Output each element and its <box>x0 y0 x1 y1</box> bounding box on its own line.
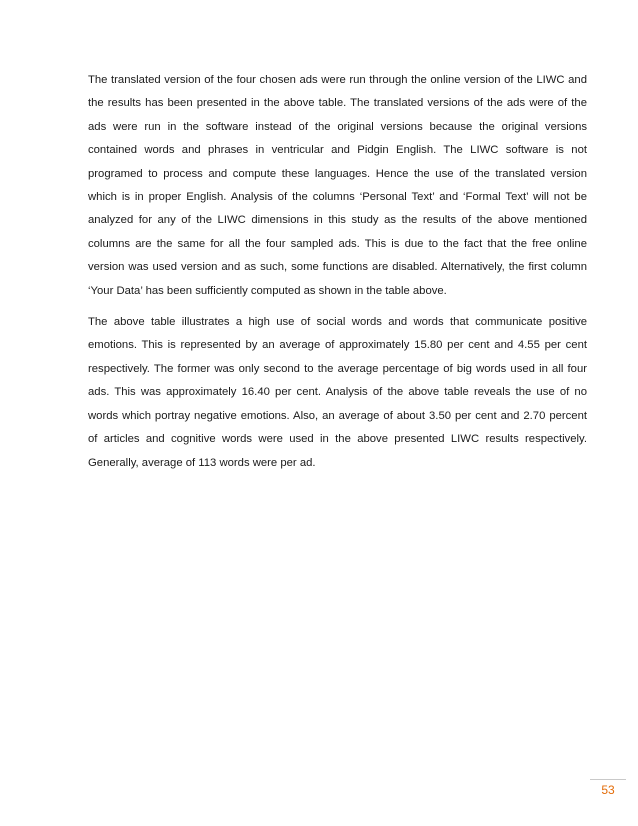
paragraph-table-analysis: The above table illustrates a high use of social words and words that communicate positive emotions. This is represented by an average of approximately 15.80 per cent and 4.55 per cent respectively. The former was only second to the average percentage of big words used in all four ads. This was approximately 16.40 per cent. Analysis of the above table reveals the use of no words which portray negative emotions. Also, an average of about 3.50 per cent and 2.70 percent of articles and cognitive words were used in the above presented LIWC results respectively. Generally, average of 113 words were per ad. <box>88 316 587 469</box>
footer-rule <box>590 779 626 780</box>
page-number: 53 <box>601 783 615 797</box>
paragraph-liwc-translation: The translated version of the four chosen ads were run through the online version of the LIWC and the results has been presented in the above table. The translated versions of the ads were of the ads were run in the software instead of the original versions because the original versions contained words and phrases in ventricular and Pidgin English. The LIWC software is not programed to process and compute these languages. Hence the use of the translated version which is in proper English. Analysis of the columns ‘Personal Text’ and ‘Formal Text’ will not be analyzed for any of the LIWC dimensions in this study as the results of the above mentioned columns are the same for all the four sampled ads. This is due to the fact that the free online version was used version and as such, some functions are disabled. Alternatively, the first column ‘Your Data’ has been sufficiently computed as shown in the table above. <box>88 74 587 297</box>
body-text <box>88 69 587 483</box>
